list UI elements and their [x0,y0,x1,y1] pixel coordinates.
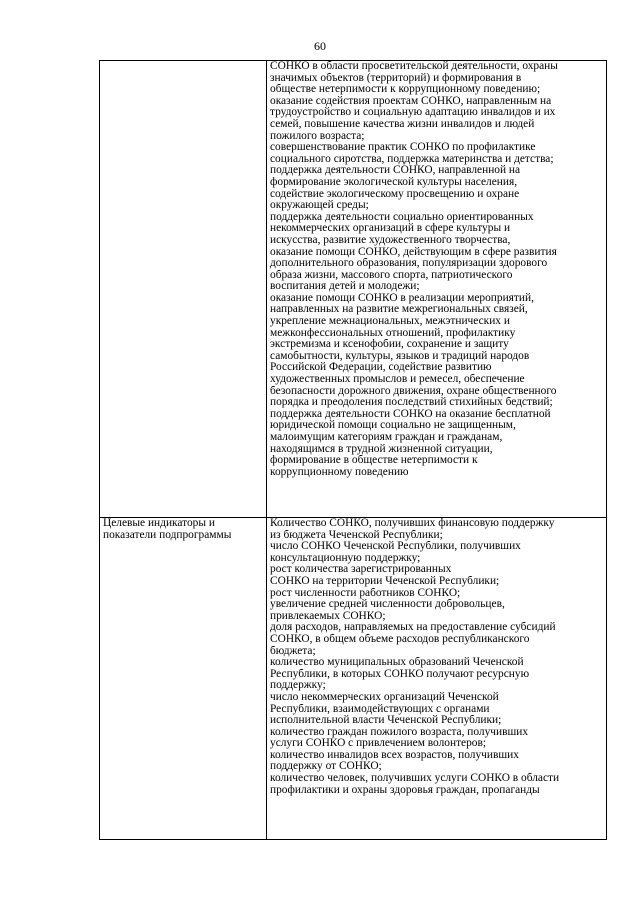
row-content-line: количество человек, получивших услуги СОНКО в области [270,773,560,785]
row-content-line: окружающей среды; [270,200,369,212]
row-content-line: увеличение средней численности добровольцев, [270,599,505,611]
row-content-line: Российской Федерации, содействие развитию [270,362,492,374]
row-content-line: поддержка деятельности СОНКО, направленной на [270,165,521,177]
row-content-line: Республики, в которых СОНКО получают ресурсную [270,668,530,680]
row-content-line: количество муниципальных образований Чеченской [270,657,524,669]
page-number: 60 [314,39,326,53]
row-content-line: некоммерческих организаций в сфере культуры и [270,223,511,235]
row-content-line: образа жизни, массового спорта, патриотического [270,269,513,281]
row-1-content-cell [267,61,607,518]
row-content-line: дополнительного образования, популяризации здорового [270,258,548,270]
row-content-line: коррупционному поведению [270,466,409,478]
row-label-line: Целевые индикаторы и [103,518,215,529]
row-content-line: юридической помощи социально не защищенным, [270,420,516,432]
row-content-line: формирование экологической культуры населения, [270,176,518,188]
row-content-line: совершенствование практик СОНКО по профилактике [270,142,536,154]
row-content-line: СОНКО в области просветительской деятельности, охраны [270,61,558,72]
row-content-line: число некоммерческих организаций Чеченской [270,691,499,703]
row-content-line: количество инвалидов всех возрастов, получивших [270,749,519,761]
row-2-label-cell [100,518,267,840]
row-content-line: безопасности дорожного движения, охране общественного [270,385,557,397]
row-content-line: исполнительной власти Чеченской Республики; [270,715,502,727]
row-content-line: семей, повышение качества жизни инвалидов и людей [270,118,535,130]
row-label-line: показатели подпрограммы [103,529,232,541]
row-content-line: число СОНКО Чеченской Республики, получивших [270,541,521,553]
row-content-line: социального сиротства, поддержка материнства и детства; [270,153,554,165]
row-content-line: художественных промыслов и ремесел, обеспечение [270,374,525,386]
row-content-line: оказание помощи СОНКО, действующим в сфере развития [270,246,557,258]
row-content-line: находящимся в трудной жизненной ситуации, [270,443,493,455]
row-content-line: пожилого возраста; [270,130,365,142]
row-content-line: услуги СОНКО с привлечением волонтеров; [270,738,487,750]
row-content-line: оказание помощи СОНКО в реализации мероприятий, [270,292,534,304]
row-content-line: поддержку; [270,680,326,692]
row-content-line: консультационную поддержку; [270,552,421,564]
row-content-line: рост количества зарегистрированных [270,564,452,576]
row-content-line: порядка и преодоления последствий стихийных бедствий; [270,397,553,409]
row-content-line: трудоустройство и социальную адаптацию инвалидов и их [270,107,556,119]
table-row [100,61,607,518]
row-2-content-cell [267,518,607,840]
subprogram-table [99,60,607,840]
row-content-line: искусства, развитие художественного творчества, [270,234,511,246]
row-content-line: профилактики и охраны здоровья граждан, пропаганды [270,784,540,796]
row-content-line: поддержку от СОНКО; [270,761,382,773]
row-content-line: СОНКО на территории Чеченской Республики; [270,575,500,587]
row-content-line: бюджета; [270,645,316,657]
row-content-line: обществе нетерпимости к коррупционному поведению; [270,84,541,96]
row-content-line: экстремизма и ксенофобии, сохранение и защиту [270,339,509,351]
row-content-line: направленных на развитие межрегиональных связей, [270,304,528,316]
row-content-line: межконфессиональных отношений, профилактику [270,327,516,339]
row-content-line: из бюджета Чеченской Республики; [270,529,443,541]
row-content-line: формирование в обществе нетерпимости к [270,455,478,467]
row-content-line: поддержка деятельности СОНКО на оказание бесплатной [270,408,551,420]
row-1-label-cell [100,61,267,518]
row-content-line: доля расходов, направляемых на предоставление субсидий [270,622,556,634]
row-content-line: рост численности работников СОНКО; [270,587,461,599]
table-row [100,518,607,840]
row-content-line: самобытности, культуры, языков и традиций народов [270,350,530,362]
row-content-line: укрепление межнациональных, межэтнических и [270,316,510,328]
row-content-line: Республики, взаимодействующих с органами [270,703,490,715]
row-content-line: СОНКО, в общем объеме расходов республиканского [270,633,530,645]
row-content-line: поддержка деятельности социально ориентированных [270,211,534,223]
row-content-line: содействие экологическому просвещению и охране [270,188,520,200]
row-content-line: значимых объектов (территорий) и формирования в [270,72,522,84]
row-content-line: привлекаемых СОНКО; [270,610,386,622]
row-content-line: малоимущим категориям граждан и гражданам, [270,432,503,443]
row-content-line: Количество СОНКО, получивших финансовую поддержку [270,518,555,529]
row-content-line: количество граждан пожилого возраста, получивших [270,726,529,738]
row-content-line: оказание содействия проектам СОНКО, направленным на [270,95,552,107]
row-content-line: воспитания детей и молодежи; [270,281,420,293]
